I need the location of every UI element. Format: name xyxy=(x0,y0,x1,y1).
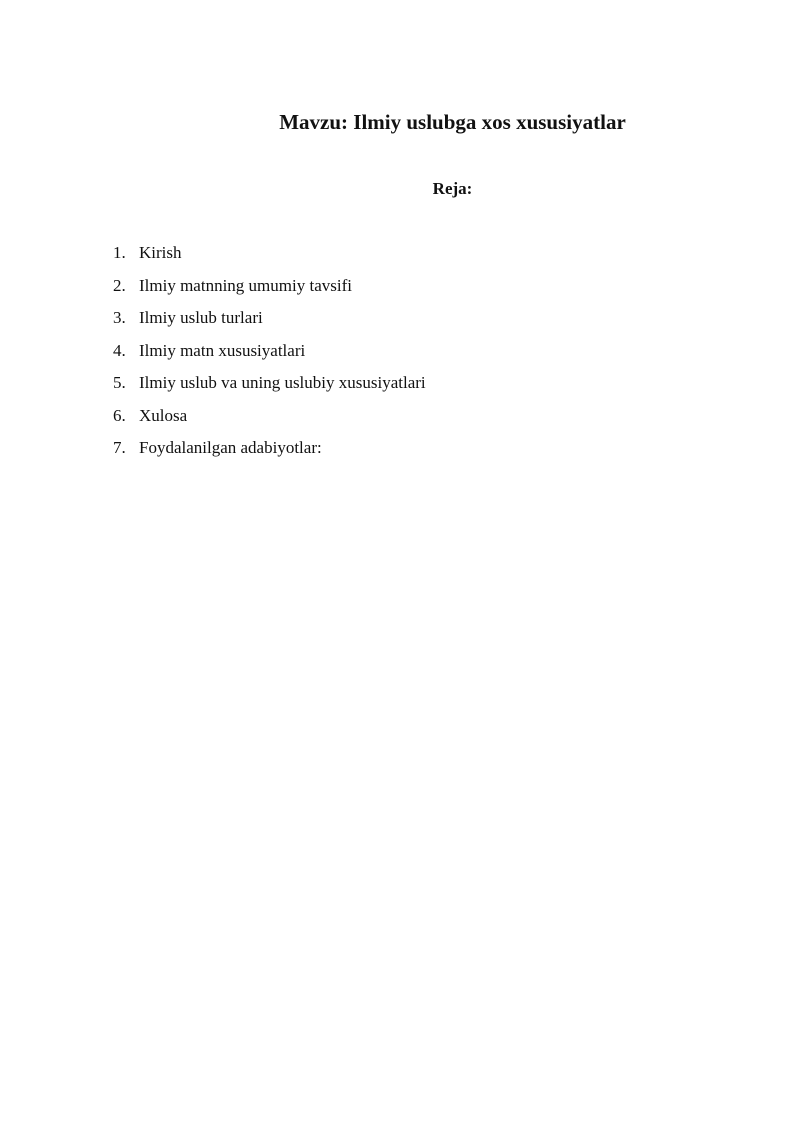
plan-item-number: 7. xyxy=(113,438,126,457)
plan-item-4 xyxy=(113,339,426,372)
plan-item-text: Ilmiy matn xususiyatlari xyxy=(139,340,306,360)
plan-list xyxy=(113,241,426,469)
plan-item-5 xyxy=(113,371,426,404)
plan-item-number: 3. xyxy=(113,308,126,327)
plan-item-number: 5. xyxy=(113,373,126,392)
plan-item-text: Kirish xyxy=(139,243,182,262)
plan-item-number: 4. xyxy=(113,340,126,360)
plan-item-text: Xulosa xyxy=(139,405,188,425)
plan-item-2 xyxy=(113,274,426,307)
plan-item-text: Ilmiy uslub va uning uslubiy xususiyatlari xyxy=(139,373,426,392)
plan-item-number: 6. xyxy=(113,405,126,425)
plan-item-1 xyxy=(113,241,426,274)
plan-item-text: Foydalanilgan adabiyotlar: xyxy=(139,438,322,457)
plan-item-6 xyxy=(113,404,426,437)
document-title: Mavzu: Ilmiy uslubga xos xususiyatlar xyxy=(279,110,626,134)
plan-item-number: 1. xyxy=(113,243,126,262)
plan-item-text: Ilmiy uslub turlari xyxy=(139,308,263,327)
plan-item-3 xyxy=(113,306,426,339)
plan-heading: Reja: xyxy=(432,179,473,198)
plan-item-number: 2. xyxy=(113,275,126,295)
plan-item-7 xyxy=(113,436,426,469)
plan-item-text: Ilmiy matnning umumiy tavsifi xyxy=(139,275,352,295)
